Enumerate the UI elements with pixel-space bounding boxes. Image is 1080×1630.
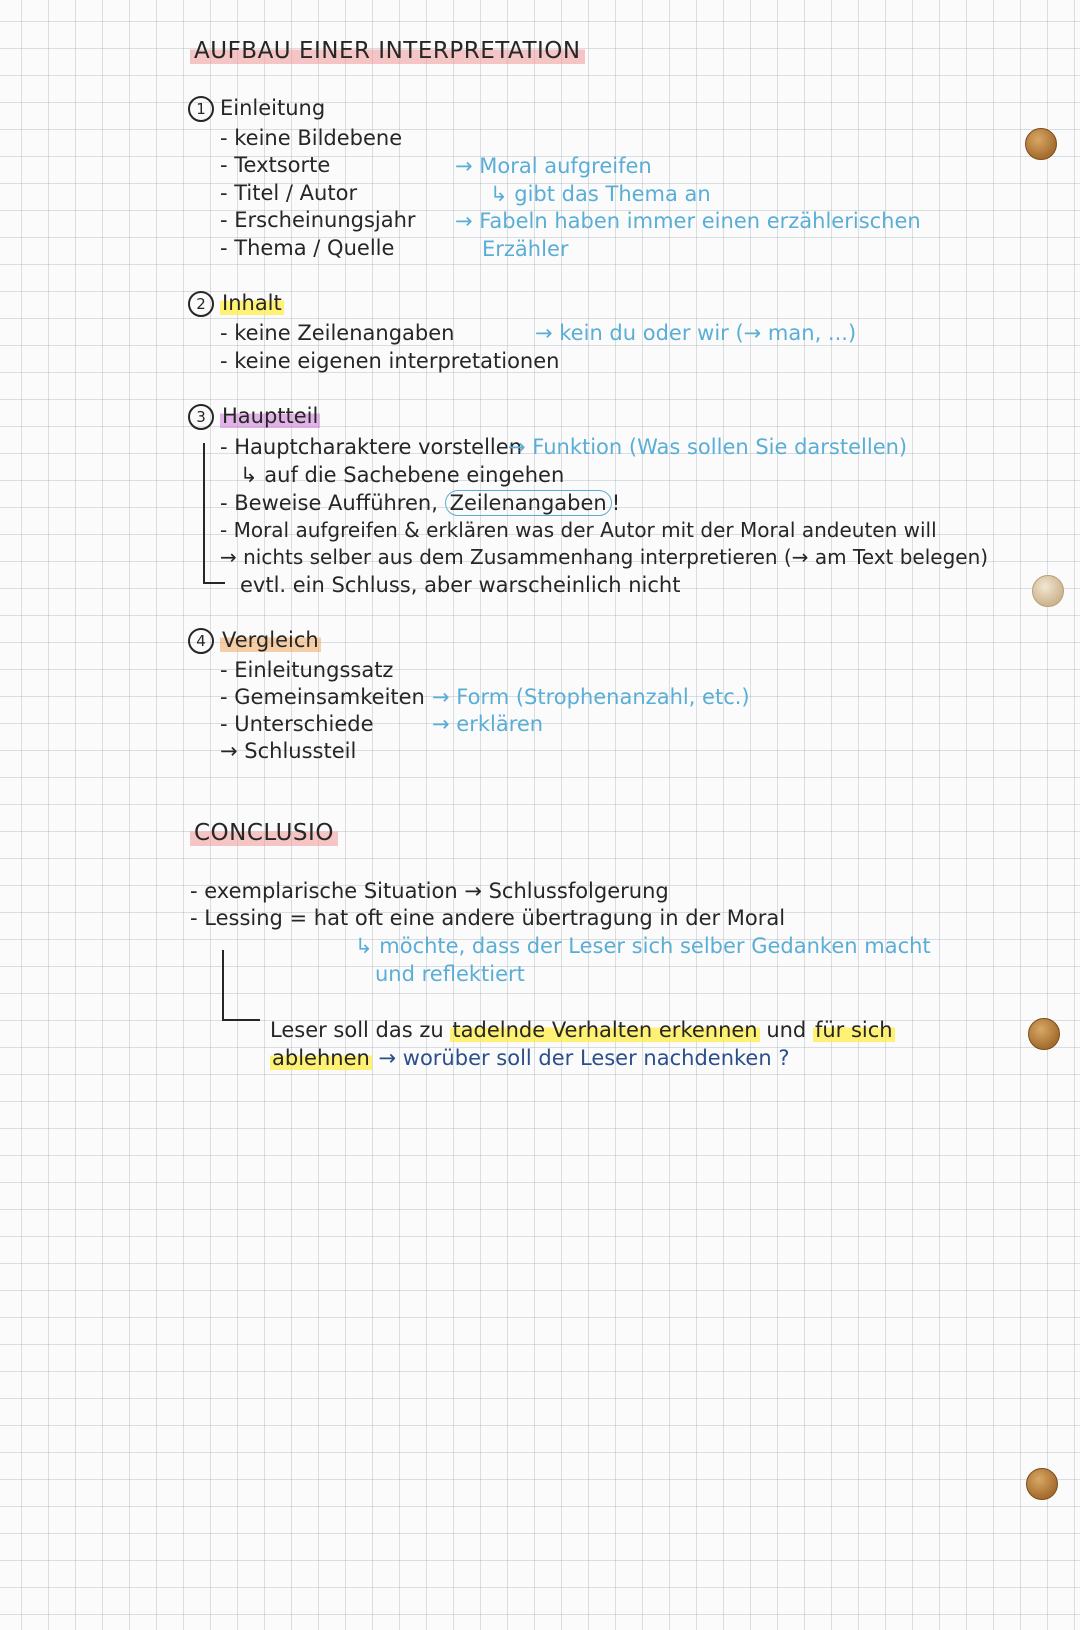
- punch-hole-3: [1028, 1018, 1060, 1050]
- vergleich-item: - Unterschiede: [220, 712, 374, 736]
- conclusio-line: - exemplarische Situation → Schlussfolgerung: [190, 879, 669, 903]
- punch-hole-1: [1025, 128, 1057, 160]
- hauptteil-line: → nichts selber aus dem Zusammenhang interpretieren (→ am Text belegen): [220, 545, 989, 569]
- conclusio-bracket-line: [222, 950, 224, 1020]
- vergleich-item: → Schlussteil: [220, 739, 357, 763]
- hauptteil-bracket-line: [203, 443, 205, 583]
- conclusio-line: - Lessing = hat oft eine andere übertragung in der Moral: [190, 906, 786, 930]
- einleitung-item: - Erscheinungsjahr: [220, 208, 416, 232]
- inhalt-note: → kein du oder wir (→ man, ...): [535, 321, 857, 345]
- zeilenangaben-circled: Zeilenangaben: [445, 490, 612, 516]
- hauptteil-heading: 3 Hauptteil: [188, 403, 320, 430]
- einleitung-item: - Thema / Quelle: [220, 236, 395, 260]
- einleitung-item: - Textsorte: [220, 153, 331, 177]
- einleitung-item: - Titel / Autor: [220, 181, 358, 205]
- einleitung-note: → Moral aufgreifen: [455, 154, 652, 178]
- inhalt-item: - keine eigenen interpretationen: [220, 349, 560, 373]
- einleitung-item: - keine Bildebene: [220, 126, 403, 150]
- punch-hole-2: [1032, 575, 1064, 607]
- einleitung-note: → Fabeln haben immer einen erzählerischen: [455, 209, 921, 233]
- page-title: AUFBAU EINER INTERPRETATION: [190, 38, 585, 64]
- section-number-3: 3: [188, 404, 214, 430]
- conclusio-note: und reflektiert: [375, 962, 525, 986]
- conclusio-final-2: ablehnen → worüber soll der Leser nachdenken ?: [272, 1046, 790, 1070]
- inhalt-heading: 2 Inhalt: [188, 290, 284, 317]
- vergleich-note: → Form (Strophenanzahl, etc.): [432, 685, 750, 709]
- einleitung-heading: 1 Einleitung: [188, 95, 325, 122]
- conclusio-heading: CONCLUSIO: [190, 820, 338, 846]
- hauptteil-line: - Beweise Aufführen, Zeilenangaben !: [220, 491, 621, 515]
- vergleich-note: → erklären: [432, 712, 544, 736]
- vergleich-item: - Einleitungssatz: [220, 658, 394, 682]
- conclusio-final: Leser soll das zu tadelnde Verhalten erkennen und für sich: [270, 1018, 893, 1042]
- einleitung-note: Erzähler: [482, 237, 569, 261]
- section-number-1: 1: [188, 96, 214, 122]
- section-number-2: 2: [188, 291, 214, 317]
- inhalt-item: - keine Zeilenangaben: [220, 321, 455, 345]
- conclusio-note: ↳ möchte, dass der Leser sich selber Gedanken macht: [355, 934, 931, 958]
- vergleich-heading: 4 Vergleich: [188, 627, 321, 654]
- section-number-4: 4: [188, 628, 214, 654]
- einleitung-note: ↳ gibt das Thema an: [490, 182, 711, 206]
- conclusio-bracket-foot: [222, 1019, 260, 1021]
- hauptteil-line: - Hauptcharaktere vorstellen: [220, 435, 522, 459]
- hauptteil-note: → Funktion (Was sollen Sie darstellen): [508, 435, 908, 459]
- hauptteil-bracket-foot: [203, 582, 225, 584]
- hauptteil-line: ↳ auf die Sachebene eingehen: [240, 463, 565, 487]
- vergleich-item: - Gemeinsamkeiten: [220, 685, 425, 709]
- hauptteil-line: - Moral aufgreifen & erklären was der Autor mit der Moral andeuten will: [220, 518, 937, 542]
- punch-hole-4: [1026, 1468, 1058, 1500]
- hauptteil-line: evtl. ein Schluss, aber warscheinlich nicht: [240, 573, 681, 597]
